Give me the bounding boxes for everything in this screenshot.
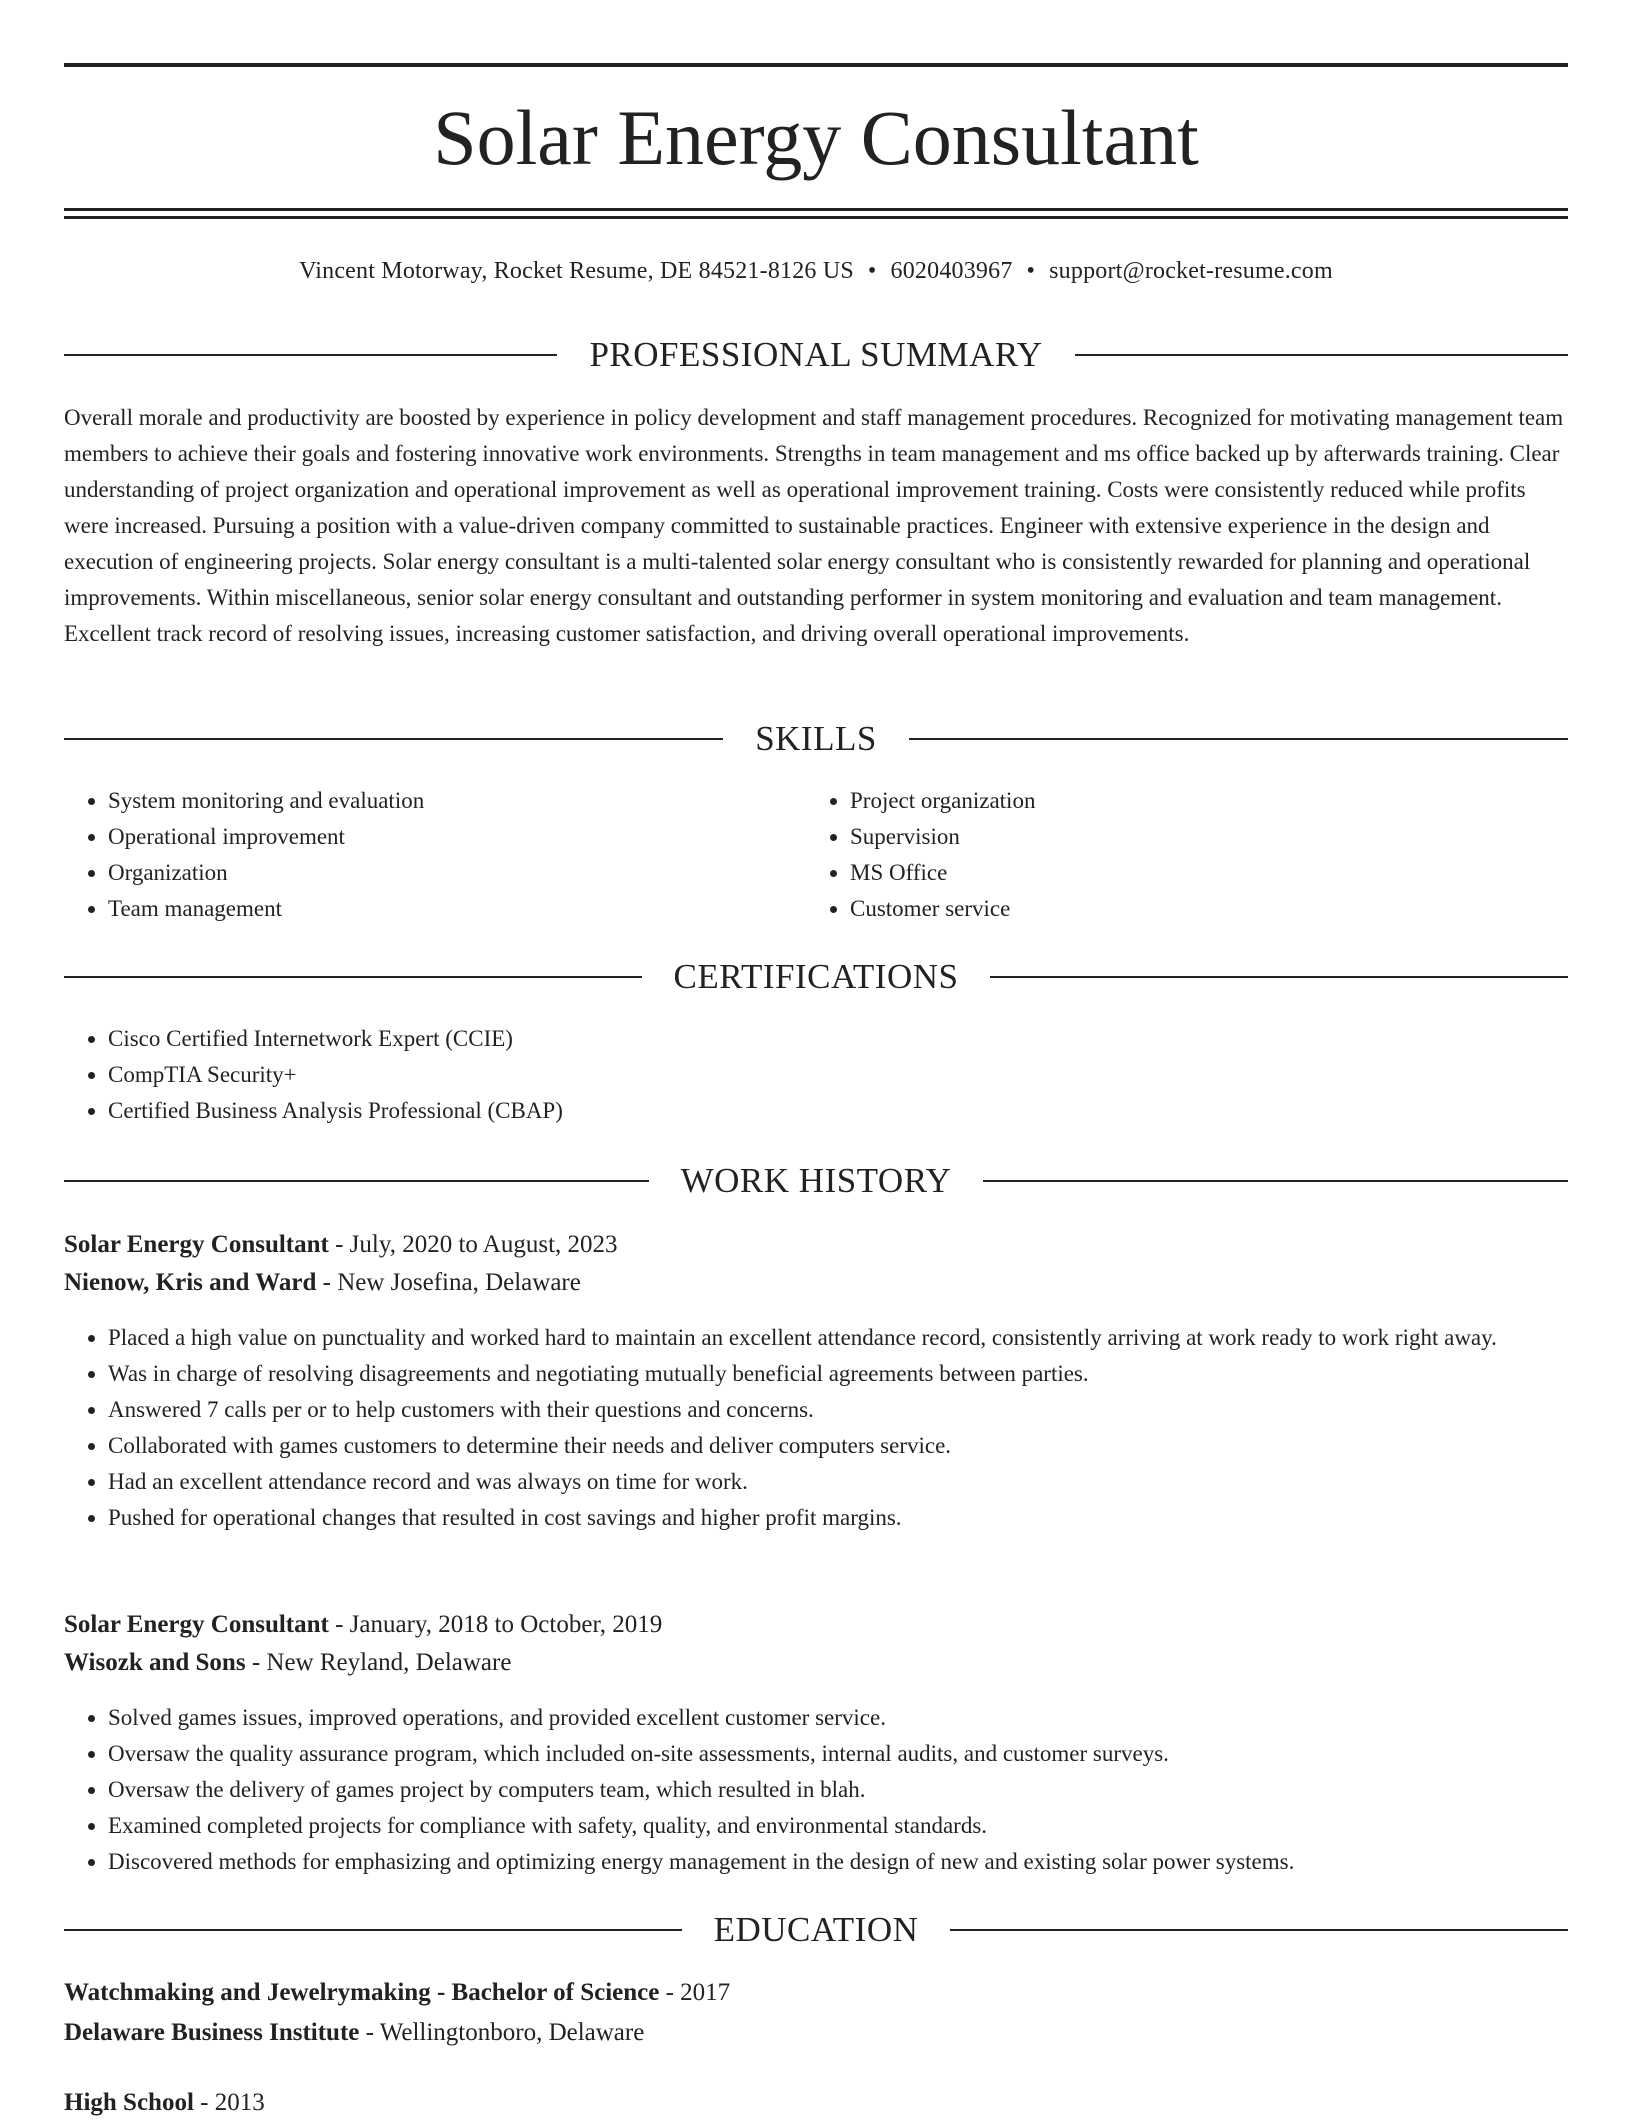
skill-item: • Organization (108, 855, 806, 891)
education-year: - 2017 (659, 1979, 731, 2006)
section-title: CERTIFICATIONS (673, 957, 959, 996)
heading-rule (983, 1180, 1568, 1182)
section-title: EDUCATION (713, 1910, 919, 1949)
job-bullet: • Oversaw the quality assurance program, which included on-site assessments, internal audits, and customer surveys. (108, 1736, 1568, 1772)
heading-rule (64, 976, 642, 978)
contact-address: Vincent Motorway, Rocket Resume, DE 84521-8126 US (299, 258, 854, 284)
heading-rule (64, 1180, 649, 1182)
contact-phone: 6020403967 (890, 258, 1013, 284)
section-heading-work-history (64, 1159, 1568, 1203)
job-bullet: • Collaborated with games customers to determine their needs and deliver computers service. (108, 1428, 1568, 1464)
contact-line (64, 254, 1568, 288)
job-location: - New Reyland, Delaware (245, 1649, 512, 1676)
section-title: SKILLS (755, 719, 877, 758)
header-top-rule (64, 63, 1568, 67)
job-bullet: • Discovered methods for emphasizing and optimizing energy management in the design of new and existing solar power systems. (108, 1844, 1568, 1880)
job-dates: - January, 2018 to October, 2019 (328, 1611, 663, 1638)
job-title-line (64, 1226, 1568, 1264)
skill-item: • Project organization (850, 783, 1548, 819)
job-bullet: • Placed a high value on punctuality and worked hard to maintain an excellent attendance record, consistently arriving at work ready to work right away. (108, 1320, 1568, 1356)
skills-column-left (64, 783, 806, 927)
heading-rule (950, 1929, 1568, 1931)
resume-title: Solar Energy Consultant (433, 94, 1199, 181)
heading-rule (1075, 354, 1568, 356)
contact-separator: • (867, 258, 877, 284)
header-bottom-rule (64, 208, 1568, 211)
job-company-line (64, 1644, 1568, 1682)
job-title: Solar Energy Consultant (64, 1611, 329, 1638)
section-heading-education (64, 1908, 1568, 1952)
skill-item: • MS Office (850, 855, 1548, 891)
job-bullet: • Examined completed projects for compliance with safety, quality, and environmental standards. (108, 1808, 1568, 1844)
education-degree-line (64, 1974, 1568, 2012)
contact-separator: • (1026, 258, 1036, 284)
section-title: WORK HISTORY (680, 1161, 952, 1200)
job-company: Wisozk and Sons (64, 1649, 246, 1676)
summary-text: Overall morale and productivity are boosted by experience in policy development and staff management procedures. Recognized for motivating management team members to achieve their goals and fostering innovative work environments. Strengths in team management and ms office backed up by afterwards training. Clear understanding of project organization and operational improvement as well as operational improvement training. Costs were consistently reduced while profits were increased. Pursuing a position with a value-driven company committed to sustainable practices. Engineer with extensive experience in the design and execution of engineering projects. Solar energy consultant is a multi-talented solar energy consultant who is consistently rewarded for planning and operational improvements. Within miscellaneous, senior solar energy consultant and outstanding performer in system monitoring and evaluation and team management. Excellent track record of resolving issues, increasing customer satisfaction, and driving overall operational improvements. (64, 405, 1564, 646)
certification-item: • Certified Business Analysis Professional (CBAP) (108, 1093, 1568, 1129)
contact-email[interactable]: support@rocket-resume.com (1049, 258, 1333, 284)
job-bullets (64, 1320, 1568, 1536)
job-bullet: • Had an excellent attendance record and was always on time for work. (108, 1464, 1568, 1500)
job-dates: - July, 2020 to August, 2023 (328, 1231, 618, 1258)
section-heading-summary (64, 333, 1568, 377)
skills-column-right (806, 783, 1548, 927)
education-degree: High School (64, 2089, 194, 2116)
education-degree-line (64, 2084, 1568, 2122)
job-location: - New Josefina, Delaware (316, 1269, 581, 1296)
skill-item: • Team management (108, 891, 806, 927)
job-company-line (64, 1264, 1568, 1302)
skills-list (64, 783, 1568, 927)
skill-item: • Operational improvement (108, 819, 806, 855)
education-school-line (64, 2014, 1568, 2052)
job-bullet: • Oversaw the delivery of games project by computers team, which resulted in blah. (108, 1772, 1568, 1808)
heading-rule (64, 354, 557, 356)
section-heading-skills (64, 717, 1568, 761)
job-title: Solar Energy Consultant (64, 1231, 329, 1258)
skill-item: • Customer service (850, 891, 1548, 927)
heading-rule (64, 1929, 682, 1931)
heading-rule (64, 738, 723, 740)
certifications-list (64, 1021, 1568, 1129)
section-heading-certifications (64, 955, 1568, 999)
job-company: Nienow, Kris and Ward (64, 1269, 317, 1296)
heading-rule (909, 738, 1568, 740)
job-bullets (64, 1700, 1568, 1880)
job-bullet: • Answered 7 calls per or to help customers with their questions and concerns. (108, 1392, 1568, 1428)
job-bullet: • Was in charge of resolving disagreements and negotiating mutually beneficial agreements between parties. (108, 1356, 1568, 1392)
certification-item: • Cisco Certified Internetwork Expert (CCIE) (108, 1021, 1568, 1057)
job-bullet: • Pushed for operational changes that resulted in cost savings and higher profit margins. (108, 1500, 1568, 1536)
education-year: - 2013 (193, 2089, 265, 2116)
header-bottom-rule-double (64, 216, 1568, 219)
job-title-line (64, 1606, 1568, 1644)
education-location: - Wellingtonboro, Delaware (359, 2019, 645, 2046)
job-bullet: • Solved games issues, improved operations, and provided excellent customer service. (108, 1700, 1568, 1736)
education-degree: Watchmaking and Jewelrymaking - Bachelor of Science (64, 1979, 660, 2006)
heading-rule (990, 976, 1568, 978)
section-title: PROFESSIONAL SUMMARY (589, 335, 1043, 374)
skill-item: • System monitoring and evaluation (108, 783, 806, 819)
certification-item: • CompTIA Security+ (108, 1057, 1568, 1093)
education-school: Delaware Business Institute (64, 2019, 360, 2046)
skill-item: • Supervision (850, 819, 1548, 855)
